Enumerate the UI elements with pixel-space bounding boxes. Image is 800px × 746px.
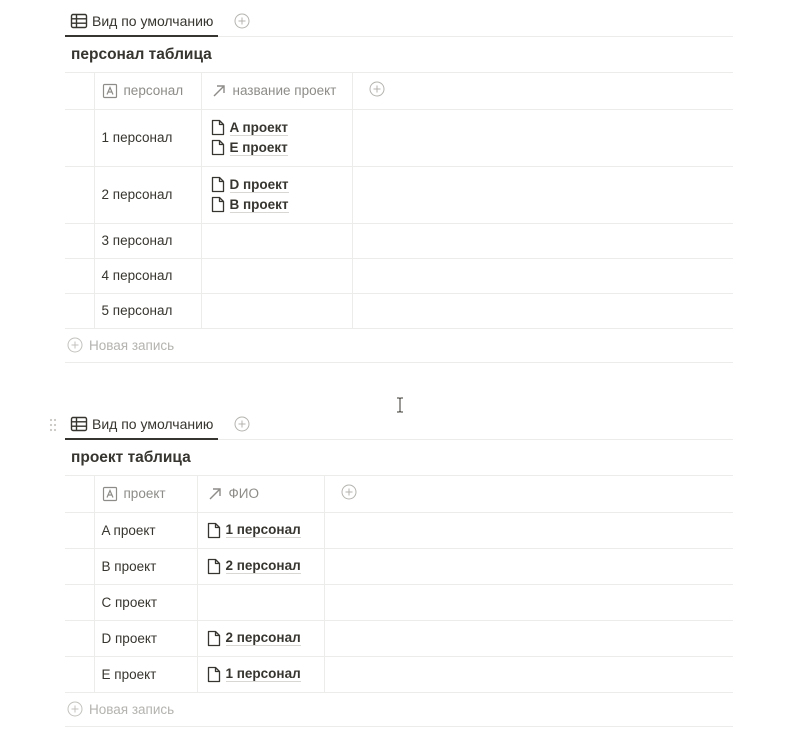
column-header-name[interactable] — [94, 476, 197, 512]
text-type-icon — [102, 486, 118, 502]
column-header-label: персонал — [123, 83, 184, 99]
table-row[interactable] — [65, 166, 733, 223]
empty-cell — [352, 293, 733, 328]
name-cell[interactable]: 2 персонал — [94, 166, 201, 223]
view-tab-label: Вид по умолчанию — [92, 12, 214, 29]
name-cell[interactable]: D проект — [94, 620, 197, 656]
relation-cell[interactable] — [201, 223, 352, 258]
row-gutter — [65, 512, 94, 548]
new-record-label: Новая запись — [89, 701, 175, 717]
plus-icon — [67, 337, 83, 353]
page-icon — [207, 558, 221, 575]
row-gutter — [65, 620, 94, 656]
relation-cell[interactable] — [201, 293, 352, 328]
relation-link-label: A проект — [229, 119, 289, 135]
column-header-relation[interactable] — [201, 73, 352, 109]
empty-cell — [352, 166, 733, 223]
relation-link[interactable] — [207, 664, 324, 684]
page-icon — [207, 666, 221, 683]
name-cell[interactable]: A проект — [94, 512, 197, 548]
page-icon — [207, 522, 221, 539]
add-column-plus-icon[interactable] — [369, 81, 385, 97]
table-icon — [70, 12, 88, 30]
text-type-icon — [102, 83, 118, 99]
view-bar — [65, 6, 733, 37]
add-column[interactable] — [352, 73, 733, 109]
column-header-label: название проект — [232, 83, 337, 99]
table-row[interactable] — [65, 223, 733, 258]
relation-link[interactable] — [207, 520, 324, 540]
plus-icon — [67, 701, 83, 717]
relation-arrow-icon — [207, 486, 223, 502]
relation-cell[interactable] — [201, 258, 352, 293]
column-header-label: ФИО — [228, 486, 259, 502]
table-row[interactable] — [65, 548, 733, 584]
table-row[interactable] — [65, 293, 733, 328]
view-bar — [65, 409, 733, 440]
empty-cell — [324, 548, 733, 584]
empty-cell — [324, 620, 733, 656]
row-gutter — [65, 656, 94, 692]
relation-link[interactable] — [211, 175, 352, 195]
column-header-label: проект — [123, 486, 166, 502]
drag-handle-icon[interactable] — [48, 417, 58, 433]
new-record-button[interactable] — [65, 693, 733, 727]
relation-link-label: 2 персонал — [225, 630, 301, 645]
relation-link-label: 1 персонал — [225, 522, 301, 537]
table-row[interactable] — [65, 620, 733, 656]
relation-cell[interactable] — [201, 166, 352, 223]
empty-cell — [352, 109, 733, 166]
name-cell[interactable]: E проект — [94, 656, 197, 692]
relation-link[interactable] — [207, 628, 324, 648]
personnel-database — [65, 6, 733, 363]
relation-arrow-icon — [211, 83, 227, 99]
add-column[interactable] — [324, 476, 733, 512]
table-row[interactable] — [65, 584, 733, 620]
relation-link-label: 1 персонал — [225, 666, 301, 681]
row-gutter — [65, 109, 94, 166]
new-record-label: Новая запись — [89, 337, 175, 353]
relation-link[interactable] — [211, 138, 352, 158]
relation-cell[interactable] — [197, 620, 324, 656]
add-view-plus-icon[interactable] — [234, 416, 250, 432]
personnel-table — [65, 73, 733, 329]
row-gutter — [65, 258, 94, 293]
relation-link[interactable] — [211, 118, 352, 138]
relation-link[interactable] — [207, 556, 324, 576]
view-tab-default[interactable] — [65, 409, 218, 440]
table-row[interactable] — [65, 258, 733, 293]
relation-cell[interactable] — [197, 656, 324, 692]
database-title[interactable]: проект таблица — [65, 440, 733, 476]
table-row[interactable] — [65, 656, 733, 692]
empty-cell — [352, 223, 733, 258]
row-gutter — [65, 223, 94, 258]
relation-cell[interactable] — [197, 584, 324, 620]
relation-link-label: 2 персонал — [225, 558, 301, 573]
project-database — [65, 409, 733, 727]
add-column-plus-icon[interactable] — [341, 484, 357, 500]
relation-cell[interactable] — [197, 548, 324, 584]
page-icon — [211, 196, 225, 213]
empty-cell — [324, 656, 733, 692]
new-record-button[interactable] — [65, 329, 733, 363]
row-gutter — [65, 293, 94, 328]
page-icon — [211, 119, 225, 136]
empty-cell — [352, 258, 733, 293]
table-row[interactable] — [65, 109, 733, 166]
column-header-name[interactable] — [94, 73, 201, 109]
view-tab-label: Вид по умолчанию — [92, 415, 214, 432]
row-gutter — [65, 584, 94, 620]
page-icon — [211, 176, 225, 193]
row-gutter — [65, 548, 94, 584]
relation-cell[interactable] — [197, 512, 324, 548]
relation-link-label: E проект — [229, 139, 288, 155]
name-cell[interactable]: 1 персонал — [94, 109, 201, 166]
add-view-plus-icon[interactable] — [234, 13, 250, 29]
column-header-relation[interactable] — [197, 476, 324, 512]
row-gutter — [65, 476, 94, 512]
table-row[interactable] — [65, 512, 733, 548]
relation-cell[interactable] — [201, 109, 352, 166]
empty-cell — [324, 512, 733, 548]
table-icon — [70, 415, 88, 433]
project-table — [65, 476, 733, 693]
name-cell[interactable]: C проект — [94, 584, 197, 620]
page-icon — [211, 139, 225, 156]
name-cell[interactable]: 4 персонал — [94, 258, 201, 293]
empty-cell — [324, 584, 733, 620]
relation-link-label: D проект — [229, 176, 289, 192]
row-gutter — [65, 73, 94, 109]
row-gutter — [65, 166, 94, 223]
name-cell[interactable]: 5 персонал — [94, 293, 201, 328]
relation-link-label: B проект — [229, 196, 289, 212]
database-title[interactable]: персонал таблица — [65, 37, 733, 73]
page-icon — [207, 630, 221, 647]
view-tab-default[interactable] — [65, 6, 218, 37]
relation-link[interactable] — [211, 195, 352, 215]
name-cell[interactable]: 3 персонал — [94, 223, 201, 258]
name-cell[interactable]: B проект — [94, 548, 197, 584]
